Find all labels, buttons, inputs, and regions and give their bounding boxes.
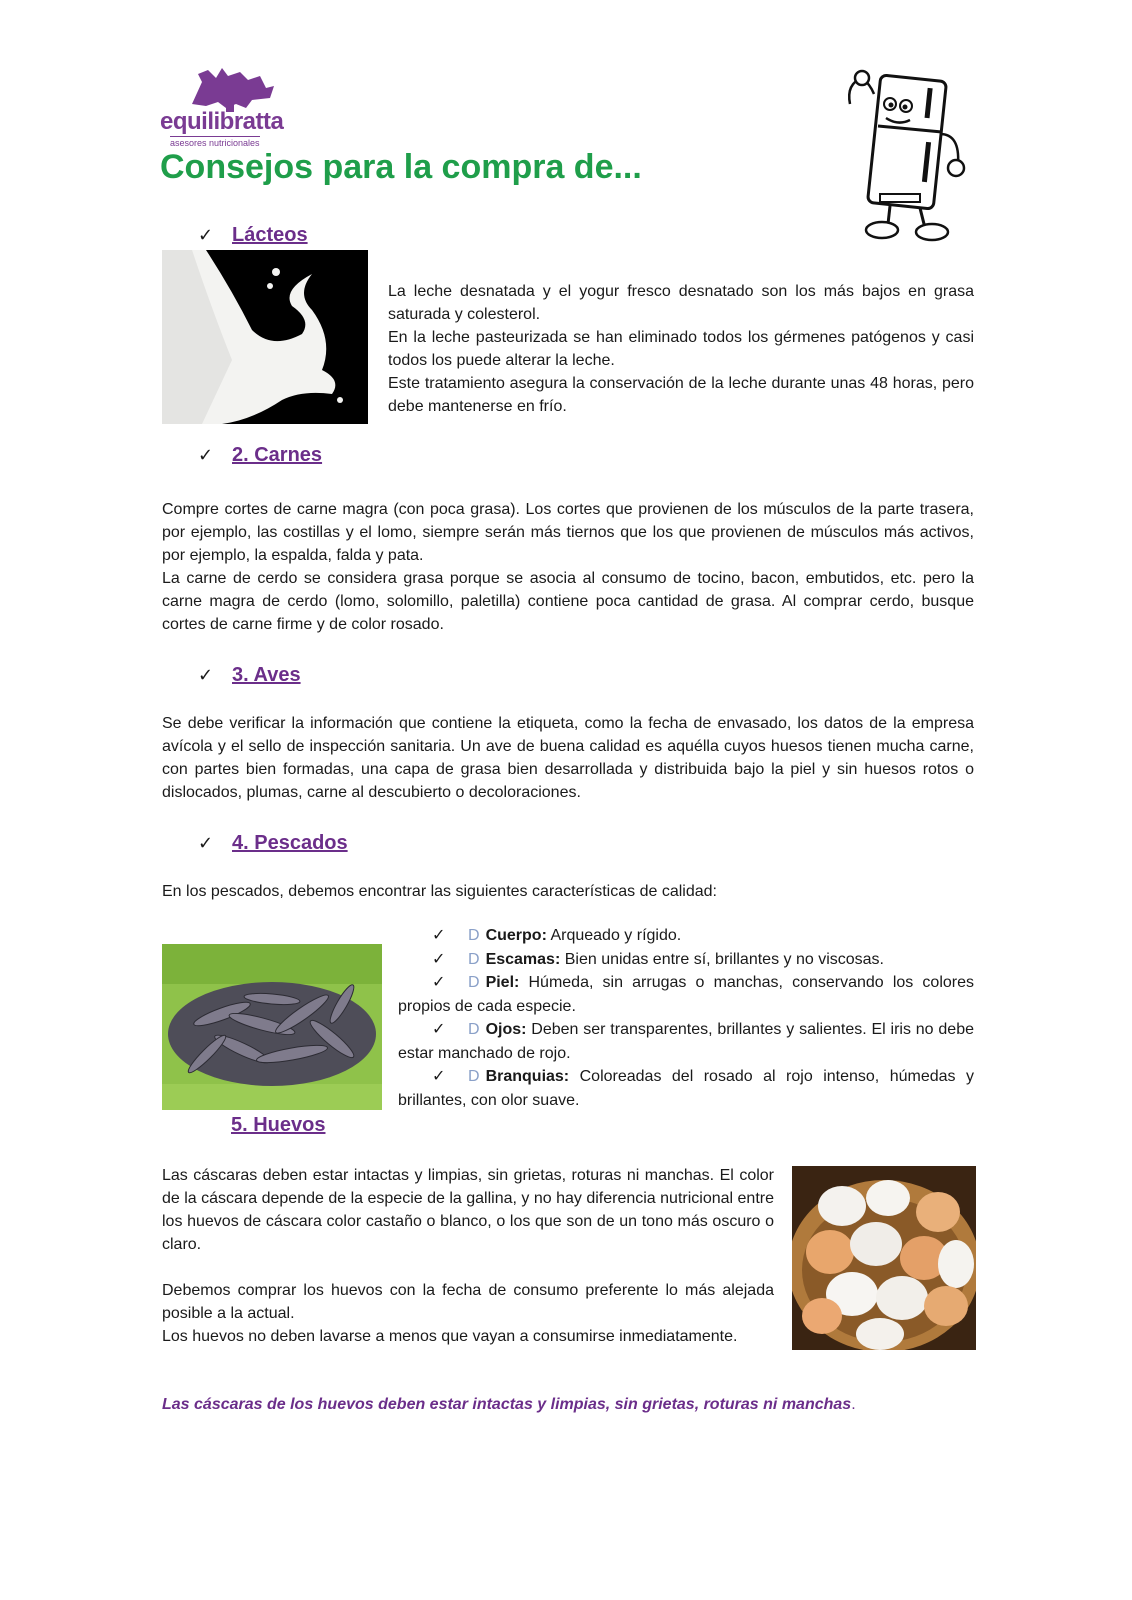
- item-text: Húmeda, sin arrugas o manchas, conservando los colores propios de cada especie.: [398, 974, 974, 1015]
- carnes-paragraph: Compre cortes de carne magra (con poca grasa). Los cortes que provienen de los músculos de la parte trasera, por ejemplo, las costillas y el lomo, siempre serán más tiernos que los que provienen de músculos más activos, por ejemplo, la espalda, falda y pata.: [162, 501, 974, 564]
- huevos-paragraph: Las cáscaras deben estar intactas y limpias, sin grietas, roturas ni manchas. El color de la cáscara depende de la especie de la gallina, y no hay diferencia nutricional entre los huevos de cáscara color castaño o blanco, o los que son de un tono más oscuro o claro.: [162, 1167, 774, 1253]
- huevos-paragraph: Debemos comprar los huevos con la fecha de consumo preferente lo más alejada posible a la actual.: [162, 1282, 774, 1322]
- check-icon: ✓: [432, 974, 446, 991]
- item-text: Deben ser transparentes, brillantes y salientes. El iris no debe estar manchado de rojo.: [398, 1021, 974, 1062]
- highlight-note: [162, 1396, 856, 1414]
- list-item: [398, 948, 974, 972]
- pescados-quality-list: [398, 924, 974, 1112]
- brand-name: equilibratta: [160, 108, 284, 135]
- check-icon: ✓: [198, 833, 214, 853]
- bullet-prefix: D: [468, 927, 480, 944]
- note-text: Las cáscaras de los huevos deben estar intactas y limpias, sin grietas, roturas ni manchas: [162, 1396, 852, 1413]
- bullet-prefix: D: [468, 1021, 480, 1038]
- list-item: [398, 1065, 974, 1112]
- carnes-heading-label: 2. Carnes: [232, 444, 323, 466]
- item-term: Escamas:: [485, 950, 561, 968]
- aves-text: [162, 712, 974, 804]
- aves-heading-label: 3. Aves: [232, 664, 301, 686]
- item-term: Ojos:: [485, 1021, 527, 1038]
- page-title: Consejos para la compra de...: [160, 148, 642, 186]
- item-text: Bien unidas entre sí, brillantes y no viscosas.: [560, 950, 884, 968]
- fish-crate-image: [162, 944, 382, 1110]
- bullet-prefix: D: [468, 1068, 480, 1085]
- huevos-paragraph: Los huevos no deben lavarse a menos que vayan a consumirse inmediatamente.: [162, 1328, 738, 1345]
- note-end: .: [851, 1396, 856, 1413]
- huevos-heading-label: 5. Huevos: [231, 1114, 326, 1136]
- huevos-text: [162, 1164, 774, 1348]
- brand-logo: [160, 64, 290, 148]
- section-heading-aves: [198, 664, 301, 687]
- section-heading-carnes: [198, 444, 322, 467]
- list-item: [398, 924, 974, 948]
- list-item: [398, 971, 974, 1018]
- fridge-cartoon-icon: [840, 64, 970, 246]
- bullet-prefix: D: [468, 950, 480, 968]
- milk-splash-image: [162, 250, 368, 424]
- check-icon: ✓: [432, 1068, 446, 1085]
- check-icon: ✓: [198, 445, 214, 465]
- eggs-basket-image: [792, 1166, 976, 1350]
- section-heading-huevos: [231, 1114, 325, 1137]
- pescados-heading-label: 4. Pescados: [232, 832, 348, 854]
- check-icon: ✓: [432, 950, 446, 968]
- item-term: Branquias:: [485, 1068, 570, 1085]
- bullet-prefix: D: [468, 974, 480, 991]
- item-text: Coloreadas del rosado al rojo intenso, húmedas y brillantes, con olor suave.: [398, 1068, 974, 1109]
- check-icon: ✓: [198, 225, 214, 245]
- lacteos-text: [388, 280, 974, 418]
- aves-paragraph: Se debe verificar la información que contiene la etiqueta, como la fecha de envasado, los datos de la empresa avícola y el sello de inspección sanitaria. Un ave de buena calidad es aquélla cuyos huesos tienen mucha carne, con partes bien formadas, una capa de grasa bien desarrollada y distribuida bajo la piel y sin huesos rotos o dislocados, plumas, carne al descubierto o decoloraciones.: [162, 715, 974, 801]
- lacteos-paragraph: En la leche pasteurizada se han eliminado todos los gérmenes patógenos y casi todos los puede alterar la leche.: [388, 329, 974, 369]
- lacteos-paragraph: La leche desnatada y el yogur fresco desnatado son los más bajos en grasa saturada y colesterol.: [388, 283, 974, 323]
- lacteos-paragraph: Este tratamiento asegura la conservación de la leche durante unas 48 horas, pero debe mantenerse en frío.: [388, 375, 974, 415]
- section-heading-pescados: [198, 832, 348, 855]
- tree-logo-icon: [182, 64, 292, 114]
- item-term: Piel:: [485, 974, 520, 991]
- section-heading-lacteos: [198, 224, 308, 247]
- check-icon: ✓: [198, 665, 214, 685]
- carnes-text: [162, 498, 974, 636]
- list-item: [398, 1018, 974, 1065]
- check-icon: ✓: [432, 927, 446, 944]
- item-term: Cuerpo:: [485, 927, 547, 944]
- item-text: Arqueado y rígido.: [546, 927, 682, 944]
- brand-tagline: asesores nutricionales: [170, 138, 260, 148]
- pescados-intro: En los pescados, debemos encontrar las siguientes características de calidad:: [162, 883, 717, 900]
- carnes-paragraph: La carne de cerdo se considera grasa porque se asocia al consumo de tocino, bacon, embutidos, etc. pero la carne magra de cerdo (lomo, solomillo, paletilla) contiene poca cantidad de grasa. Al comprar cerdo, busque cortes de carne firme y de color rosado.: [162, 570, 974, 633]
- lacteos-heading-label: Lácteos: [232, 224, 308, 246]
- check-icon: ✓: [432, 1021, 446, 1038]
